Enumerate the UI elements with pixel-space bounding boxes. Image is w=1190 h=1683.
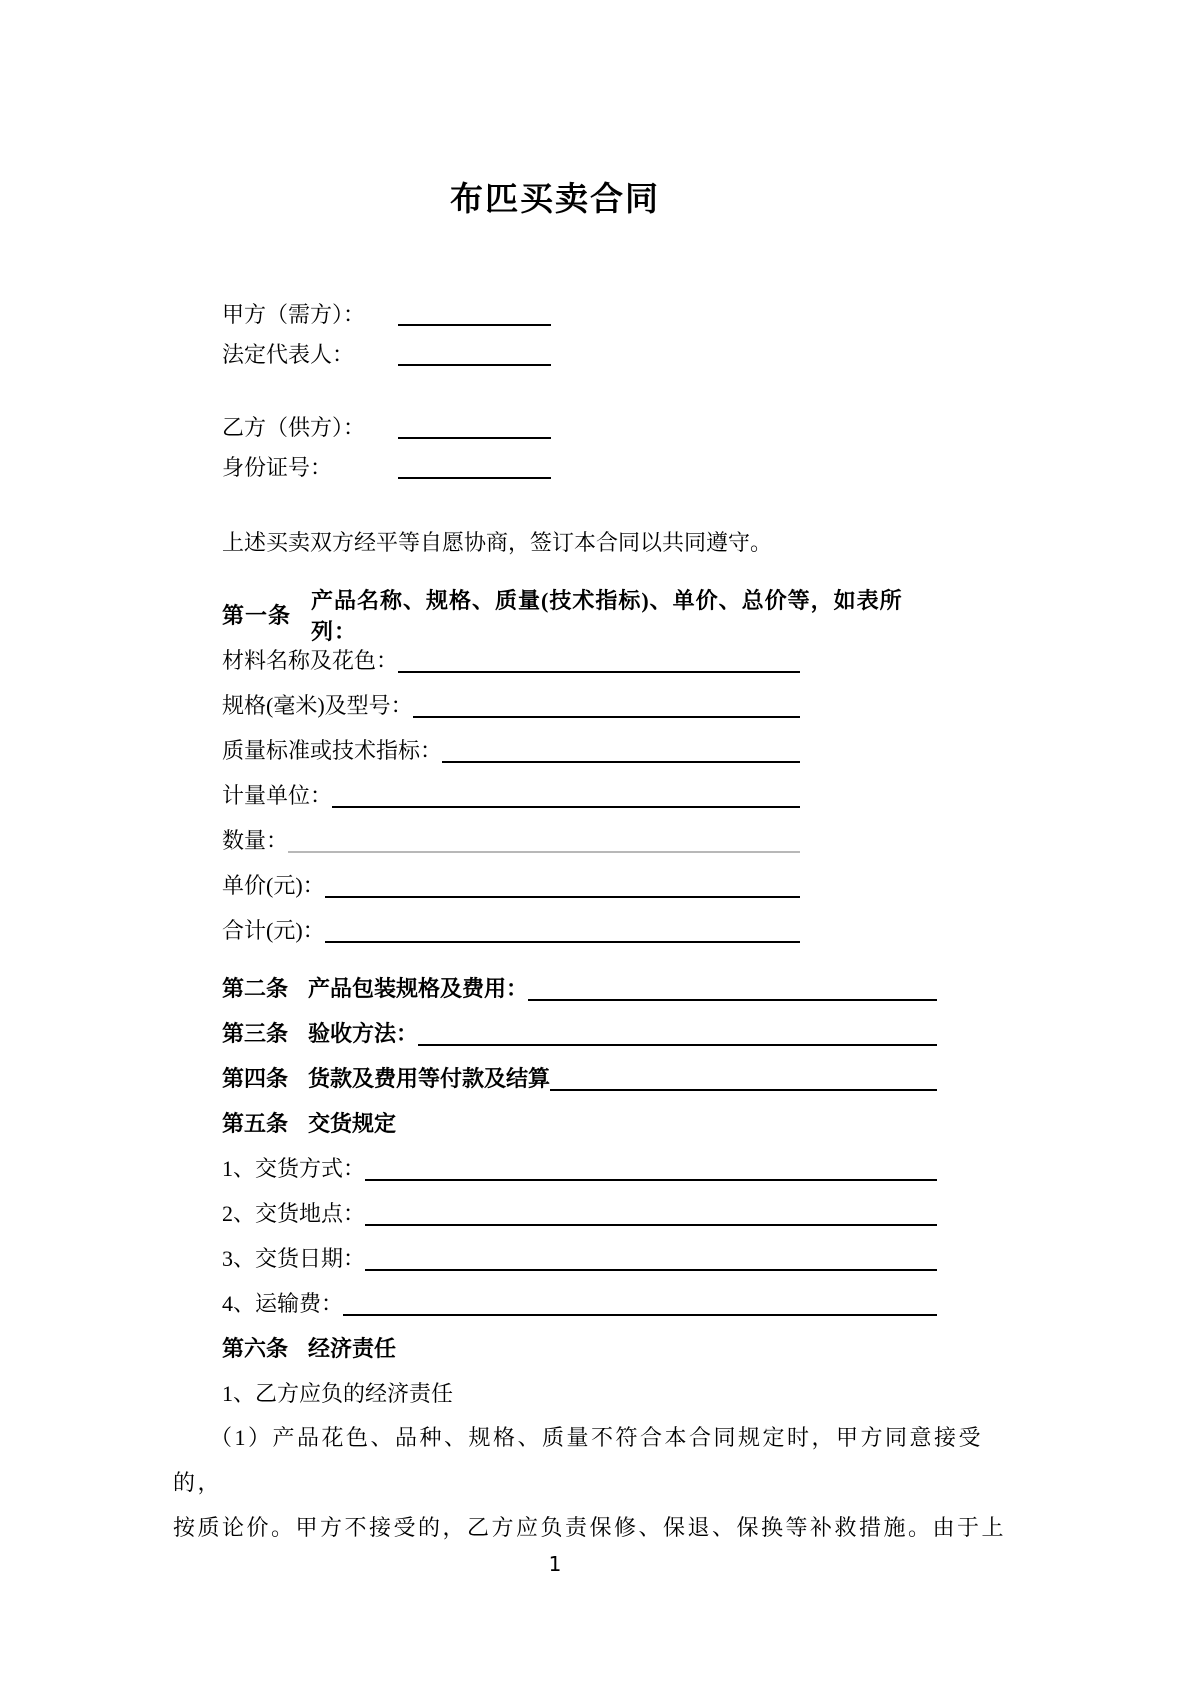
clause4-number: 第四条 [222, 1066, 289, 1091]
clause6-heading [222, 1325, 937, 1370]
party-a-label: 甲方（需方）： [222, 301, 366, 327]
page-number: 1 [548, 1552, 562, 1576]
quantity-row [222, 817, 800, 862]
delivery-place-label: 2、交货地点： [222, 1201, 366, 1226]
id-number-fill-blank [398, 446, 551, 479]
clause1-title: 产品名称、规格、质量(技术指标)、单价、总价等，如表所列： [311, 587, 903, 644]
clause3-fill-blank [418, 1010, 937, 1046]
freight-fill-blank [343, 1280, 937, 1316]
party-b-fill-blank [398, 406, 551, 439]
unit-row [222, 772, 800, 817]
legal-rep-label: 法定代表人： [222, 341, 355, 367]
quality-standard-label: 质量标准或技术指标： [222, 738, 443, 763]
delivery-method-label: 1、交货方式： [222, 1156, 366, 1181]
unit-price-row [222, 862, 800, 907]
quality-standard-fill-blank [442, 727, 800, 763]
clause2-number: 第二条 [222, 976, 289, 1001]
clause6-paragraph-line1: （1）产品花色、品种、规格、质量不符合本合同规定时，甲方同意接受的， [173, 1425, 984, 1495]
clause1-number: 第一条 [222, 603, 292, 628]
material-name-row [222, 637, 800, 682]
clause6-sub-item: 1、乙方应负的经济责任 [222, 1381, 454, 1406]
material-name-label: 材料名称及花色： [222, 648, 399, 673]
clause1-heading [222, 587, 937, 644]
clause5-heading [222, 1100, 937, 1145]
party-b-row [222, 406, 800, 446]
delivery-method-row [222, 1145, 937, 1190]
clause6-paragraph-line2: 按质论价。甲方不接受的，乙方应负责保修、保退、保换等补救措施。由于上 [173, 1515, 1007, 1540]
quantity-label: 数量： [222, 828, 289, 853]
total-price-label: 合计(元)： [222, 918, 325, 943]
material-name-fill-blank [398, 637, 800, 673]
unit-price-fill-blank [325, 862, 800, 898]
legal-rep-fill-blank [398, 333, 551, 366]
clause2-heading [222, 965, 937, 1010]
clause3-title: 验收方法： [308, 1021, 419, 1046]
clause6-number: 第六条 [222, 1336, 289, 1361]
clause2-fill-blank [528, 965, 937, 1001]
party-b-label: 乙方（供方）： [222, 414, 366, 440]
clause2-title: 产品包装规格及费用： [308, 976, 529, 1001]
delivery-place-fill-blank [365, 1190, 937, 1226]
unit-price-label: 单价(元)： [222, 873, 325, 898]
unit-label: 计量单位： [222, 783, 333, 808]
clause3-heading [222, 1010, 937, 1055]
quality-standard-row [222, 727, 800, 772]
id-number-label: 身份证号： [222, 454, 333, 480]
freight-label: 4、运输费： [222, 1291, 344, 1316]
clause4-title: 货款及费用等付款及结算 [308, 1066, 551, 1091]
party-a-fill-blank [398, 293, 551, 326]
delivery-method-fill-blank [365, 1145, 937, 1181]
document-title: 布匹买卖合同 [450, 182, 660, 218]
clause6-paragraph [173, 1415, 1018, 1550]
delivery-place-row [222, 1190, 937, 1235]
quantity-fill-blank [288, 817, 800, 853]
clause4-heading [222, 1055, 937, 1100]
party-a-row [222, 293, 800, 333]
clause5-number: 第五条 [222, 1111, 289, 1136]
clause6-title: 经济责任 [308, 1336, 397, 1361]
freight-row [222, 1280, 937, 1325]
total-price-row [222, 907, 800, 952]
delivery-date-fill-blank [365, 1235, 937, 1271]
spec-model-label: 规格(毫米)及型号： [222, 693, 413, 718]
delivery-date-row [222, 1235, 937, 1280]
legal-rep-row [222, 333, 800, 373]
total-price-fill-blank [325, 907, 800, 943]
clause3-number: 第三条 [222, 1021, 289, 1046]
delivery-date-label: 3、交货日期： [222, 1246, 366, 1271]
clause5-title: 交货规定 [308, 1111, 397, 1136]
spec-model-fill-blank [413, 682, 800, 718]
clause4-fill-blank [550, 1055, 937, 1091]
unit-fill-blank [332, 772, 800, 808]
id-number-row [222, 446, 800, 486]
spec-model-row [222, 682, 800, 727]
intro-sentence: 上述买卖双方经平等自愿协商，签订本合同以共同遵守。 [222, 530, 773, 555]
